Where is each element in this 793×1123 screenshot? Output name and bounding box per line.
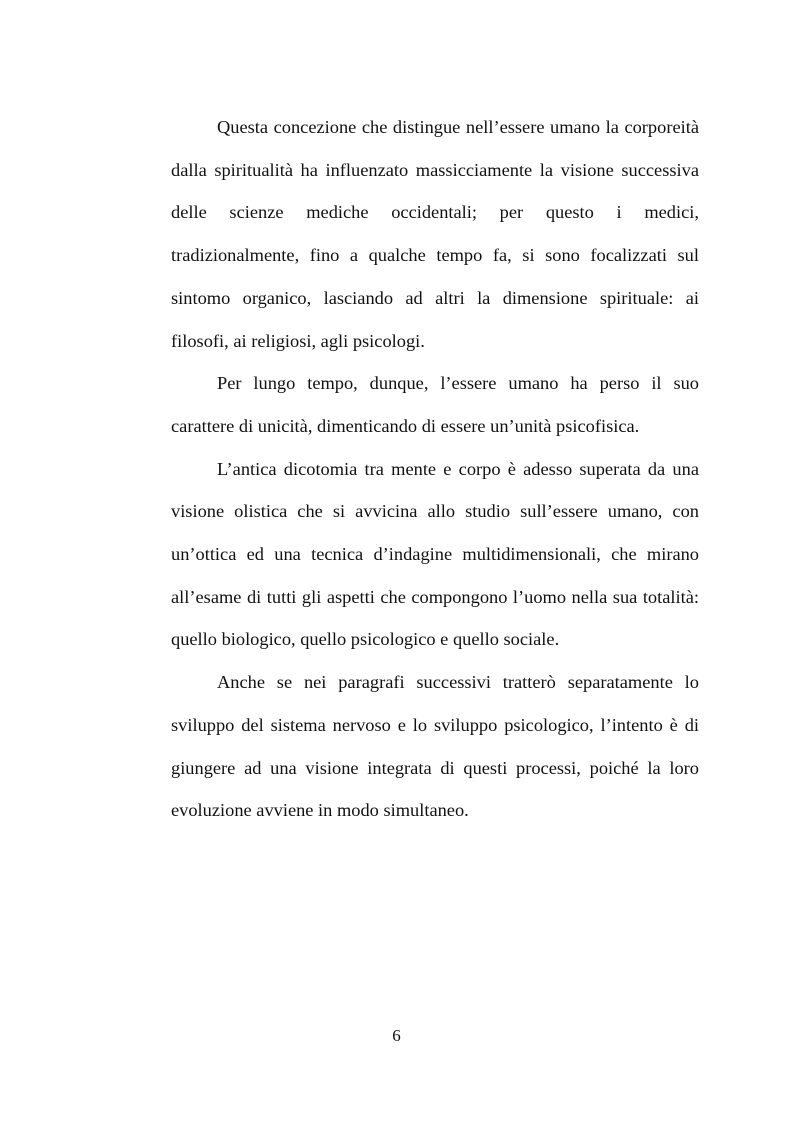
page-number: 6	[392, 1026, 401, 1045]
paragraph: Anche se nei paragrafi successivi tratterò separatamente lo sviluppo del sistema nervoso e lo sviluppo psicologico, l’intento è di giungere ad una visione integrata di questi processi, poiché la loro evoluzione avviene in modo simultaneo.	[171, 672, 699, 821]
paragraph: Per lungo tempo, dunque, l’essere umano ha perso il suo carattere di unicità, dimenticando di essere un’unità psicofisica.	[171, 373, 699, 436]
paragraph: Questa concezione che distingue nell’essere umano la corporeità dalla spiritualità ha influenzato massicciamente la visione successiva delle scienze mediche occidentali; per questo i medici, tradizionalmente, fino a qualche tempo fa, si sono focalizzati sul sintomo organico, lasciando ad altri la dimensione spirituale: ai filosofi, ai religiosi, agli psicologi.	[171, 117, 699, 351]
paragraph: L’antica dicotomia tra mente e corpo è adesso superata da una visione olistica che si avvicina allo studio sull’essere umano, con un’ottica ed una tecnica d’indagine multidimensionali, che mirano all’esame di tutti gli aspetti che compongono l’uomo nella sua totalità: quello biologico, quello psicologico e quello sociale.	[171, 458, 699, 650]
body-text	[171, 106, 699, 832]
